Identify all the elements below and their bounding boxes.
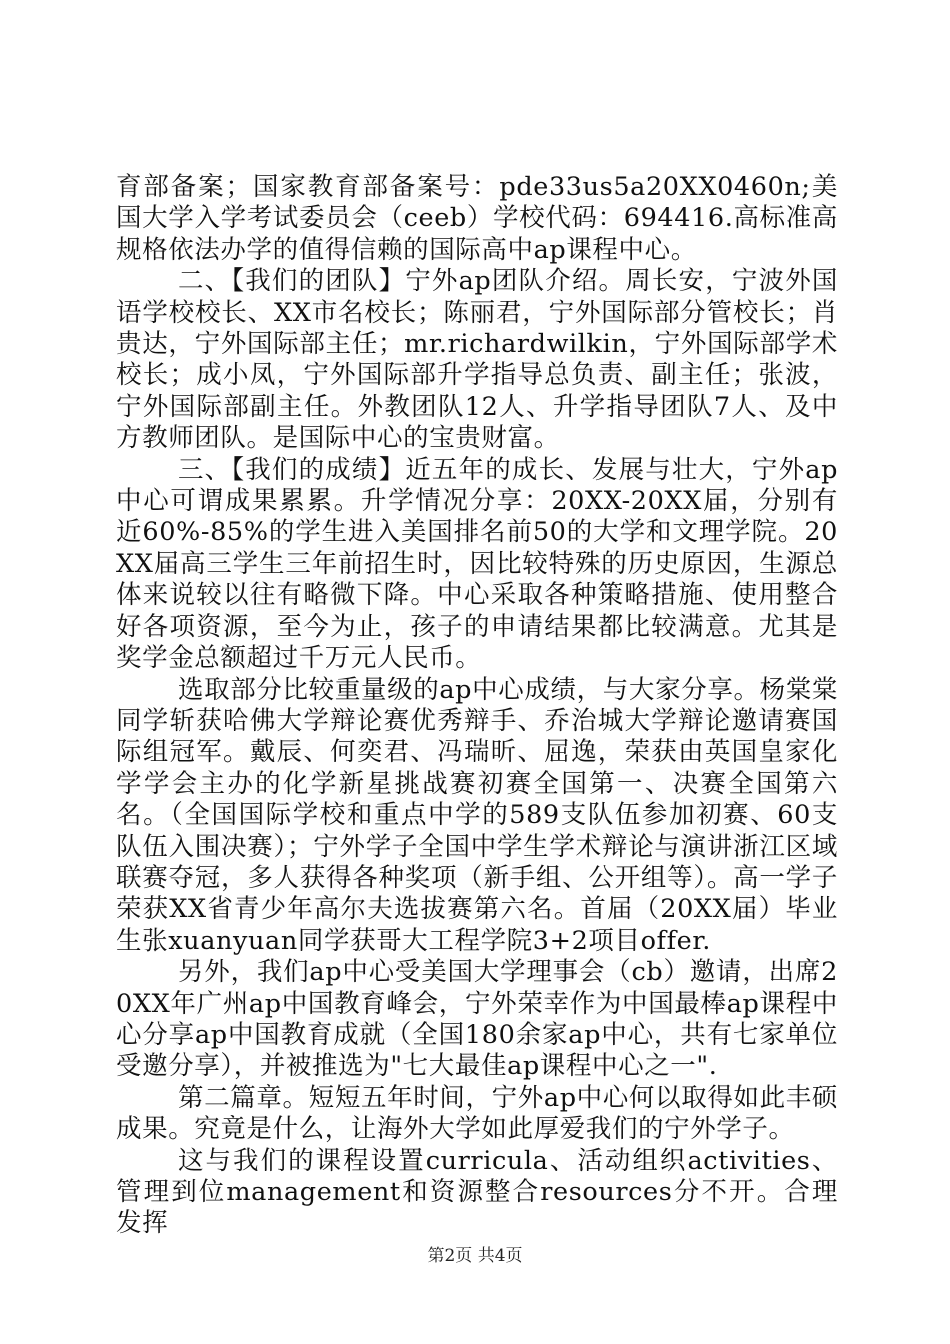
paragraph-7: 这与我们的课程设置curricula、活动组织activities、管理到位management和资源整合resources分不开。合理发挥 (116, 1145, 838, 1239)
paragraph-1: 育部备案；国家教育部备案号：pde33us5a20XX0460n;美国大学入学考试委员会（ceeb）学校代码：694416.高标准高规格依法办学的值得信赖的国际高中ap课程中心。 (116, 172, 838, 265)
paragraph-6: 第二篇章。短短五年时间，宁外ap中心何以取得如此丰硕成果。究竟是什么，让海外大学如此厚爱我们的宁外学子。 (116, 1082, 838, 1145)
paragraph-3: 三、【我们的成绩】近五年的成长、发展与壮大，宁外ap中心可谓成果累累。升学情况分享：20XX-20XX届，分别有近60%-85%的学生进入美国排名前50的大学和文理学院。20XX届高三学生三年前招生时，因比较特殊的历史原因，生源总体来说较以往有略微下降。中心采取各种策略措施、使用整合好各项资源，至今为止，孩子的申请结果都比较满意。尤其是奖学金总额超过千万元人民币。 (116, 454, 838, 674)
paragraph-2: 二、【我们的团队】宁外ap团队介绍。周长安，宁波外国语学校校长、XX市名校长；陈丽君，宁外国际部分管校长；肖贵达，宁外国际部主任；mr.richardwilkin，宁外国际部学术校长；成小凤，宁外国际部升学指导总负责、副主任；张波，宁外国际部副主任。外教团队12人、升学指导团队7人、及中方教师团队。是国际中心的宝贵财富。 (116, 266, 838, 454)
page-footer: 第2页 共4页 (427, 1246, 523, 1266)
paragraph-4: 选取部分比较重量级的ap中心成绩，与大家分享。杨棠棠同学斩获哈佛大学辩论赛优秀辩手、乔治城大学辩论邀请赛国际组冠军。戴辰、何奕君、冯瑞昕、屈逸，荣获由英国皇家化学学会主办的化学新星挑战赛初赛全国第一、决赛全国第六名。（全国国际学校和重点中学的589支队伍参加初赛、60支队伍入围决赛）；宁外学子全国中学生学术辩论与演讲浙江区域联赛夺冠，多人获得各种奖项（新手组、公开组等）。高一学子荣获XX省青少年高尔夫选拔赛第六名。首届（20XX届）毕业生张xuanyuan同学获哥大工程学院3+2项目offer. (116, 674, 838, 956)
paragraph-5: 另外，我们ap中心受美国大学理事会（cb）邀请，出席20XX年广州ap中国教育峰会，宁外荣幸作为中国最棒ap课程中心分享ap中国教育成就（全国180余家ap中心，共有七家单位受邀分享），并被推选为"七大最佳ap课程中心之一". (116, 957, 838, 1082)
document-body (116, 172, 838, 1240)
